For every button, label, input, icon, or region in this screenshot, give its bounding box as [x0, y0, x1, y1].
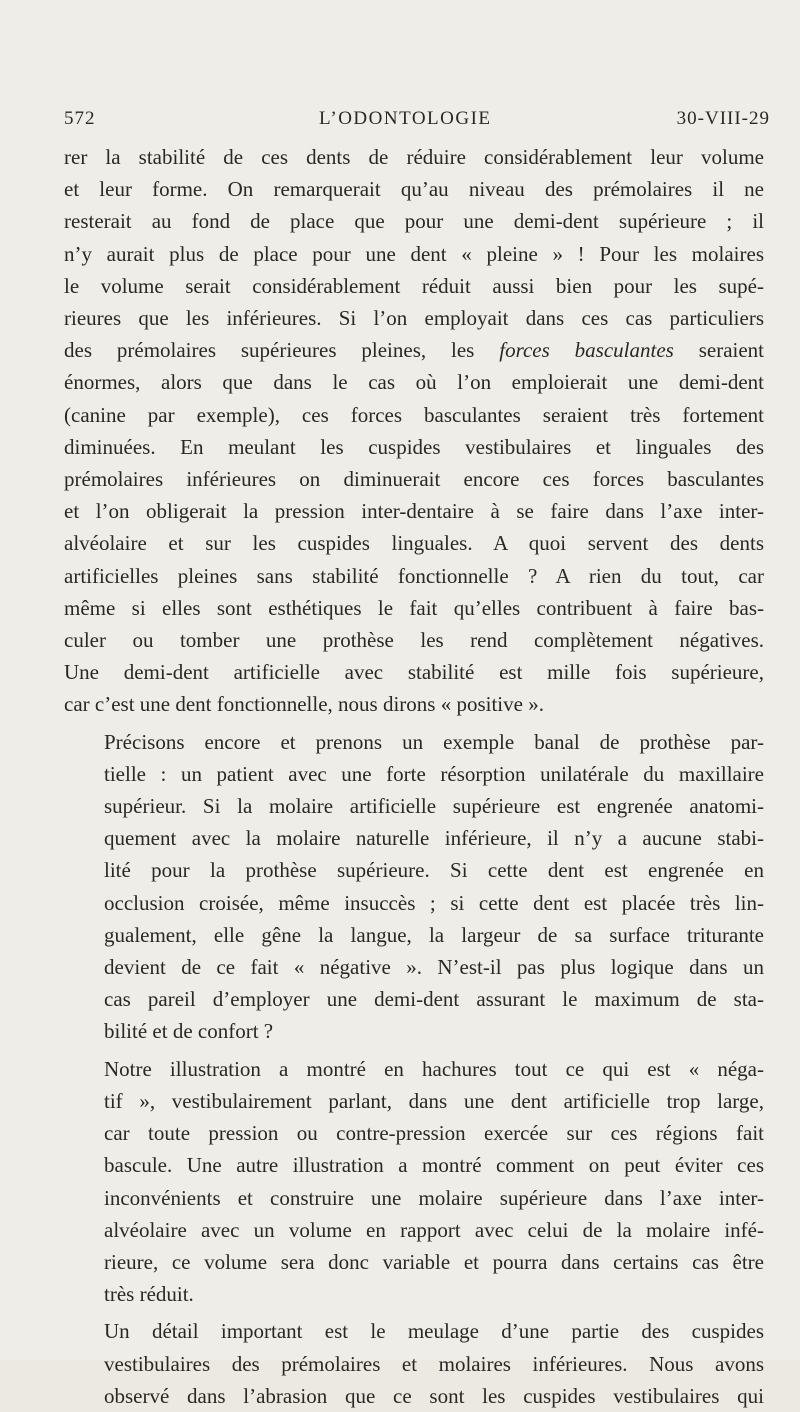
text-line: tif », vestibulairement parlant, dans une dent artificielle trop large, — [104, 1088, 764, 1113]
text-line: observé dans l’abrasion que ce sont les cuspides vestibulaires qui — [104, 1383, 764, 1408]
text-line: cas pareil d’employer une demi-dent assurant le maximum de sta- — [104, 987, 764, 1012]
text-line: prémolaires inférieures on diminuerait encore ces forces basculantes — [64, 467, 764, 492]
text-line: culer ou tomber une prothèse les rend complètement négatives. — [64, 628, 764, 653]
text-line: et l’on obligerait la pression inter-dentaire à se faire dans l’axe inter- — [64, 499, 764, 524]
text-line: artificielles pleines sans stabilité fonctionnelle ? A rien du tout, car — [64, 563, 764, 588]
text-line: quement avec la molaire naturelle inférieure, il n’y a aucune stabi- — [104, 826, 764, 851]
text-line: bascule. Une autre illustration a montré comment on peut éviter ces — [104, 1153, 764, 1178]
text-line-with-italic — [64, 334, 764, 366]
text-line: rieures que les inférieures. Si l’on employait dans ces cas particuliers — [64, 306, 764, 331]
text-line: Une demi-dent artificielle avec stabilité est mille fois supérieure, — [64, 660, 764, 685]
text-line: même si elles sont esthétiques le fait qu’elles contribuent à faire bas- — [64, 595, 764, 620]
text-line: le volume serait considérablement réduit aussi bien pour les supé- — [64, 273, 764, 298]
text-line: Notre illustration a montré en hachures tout ce qui est « néga- — [104, 1056, 764, 1081]
body-text — [64, 141, 764, 1412]
text-line: resterait au fond de place que pour une demi-dent supérieure ; il — [64, 209, 764, 234]
text-line: car toute pression ou contre-pression exercée sur ces régions fait — [104, 1121, 764, 1146]
text-line: vestibulaires des prémolaires et molaires inférieures. Nous avons — [104, 1351, 764, 1376]
text-line: très réduit. — [104, 1282, 194, 1307]
text-segment: seraient — [673, 338, 765, 363]
text-line: rer la stabilité de ces dents de réduire considérablement leur volume — [64, 145, 764, 169]
text-line: diminuées. En meulant les cuspides vestibulaires et linguales des — [64, 434, 764, 459]
text-line: et leur forme. On remarquerait qu’au niveau des prémolaires il ne — [64, 177, 764, 202]
text-line: rieure, ce volume sera donc variable et pourra dans certains cas être — [104, 1249, 764, 1274]
text-line: inconvénients et construire une molaire supérieure dans l’axe inter- — [104, 1185, 764, 1210]
paragraph-4 — [64, 1315, 764, 1412]
text-line: alvéolaire avec un volume en rapport avec celui de la molaire infé- — [104, 1217, 764, 1242]
text-segment: des prémolaires supérieures pleines, les — [64, 338, 500, 363]
text-line: devient de ce fait « négative ». N’est-il pas plus logique dans un — [104, 955, 764, 980]
text-line: lité pour la prothèse supérieure. Si cette dent est engrenée en — [104, 858, 764, 883]
text-line: gualement, elle gêne la langue, la largeur de sa surface triturante — [104, 922, 764, 947]
text-line: Un détail important est le meulage d’une partie des cuspides — [104, 1319, 764, 1344]
paragraph-3 — [64, 1053, 764, 1311]
text-line: n’y aurait plus de place pour une dent « pleine » ! Pour les molaires — [64, 241, 764, 266]
page-number: 572 — [64, 108, 96, 129]
text-line: car c’est une dent fonctionnelle, nous dirons « positive ». — [64, 692, 544, 717]
issue-date: 30-VIII-29 — [676, 108, 770, 129]
paragraph-2 — [64, 726, 764, 1048]
text-line: énormes, alors que dans le cas où l’on emploierait une demi-dent — [64, 370, 764, 395]
text-line: tielle : un patient avec une forte résorption unilatérale du maxillaire — [104, 761, 764, 786]
italic-phrase: forces basculantes — [499, 338, 674, 363]
text-line: (canine par exemple), ces forces basculantes seraient très fortement — [64, 402, 764, 427]
text-line: alvéolaire et sur les cuspides linguales. A quoi servent des dents — [64, 531, 764, 556]
journal-title: L’ODONTOLOGIE — [319, 108, 492, 129]
text-line: Précisons encore et prenons un exemple banal de prothèse par- — [104, 729, 764, 754]
text-line: supérieur. Si la molaire artificielle supérieure est engrenée anatomi- — [104, 794, 764, 819]
paragraph-1 — [64, 141, 764, 721]
text-line: occlusion croisée, même insuccès ; si cette dent est placée très lin- — [104, 890, 764, 915]
running-header — [64, 108, 770, 138]
text-line: bilité et de confort ? — [104, 1019, 274, 1044]
